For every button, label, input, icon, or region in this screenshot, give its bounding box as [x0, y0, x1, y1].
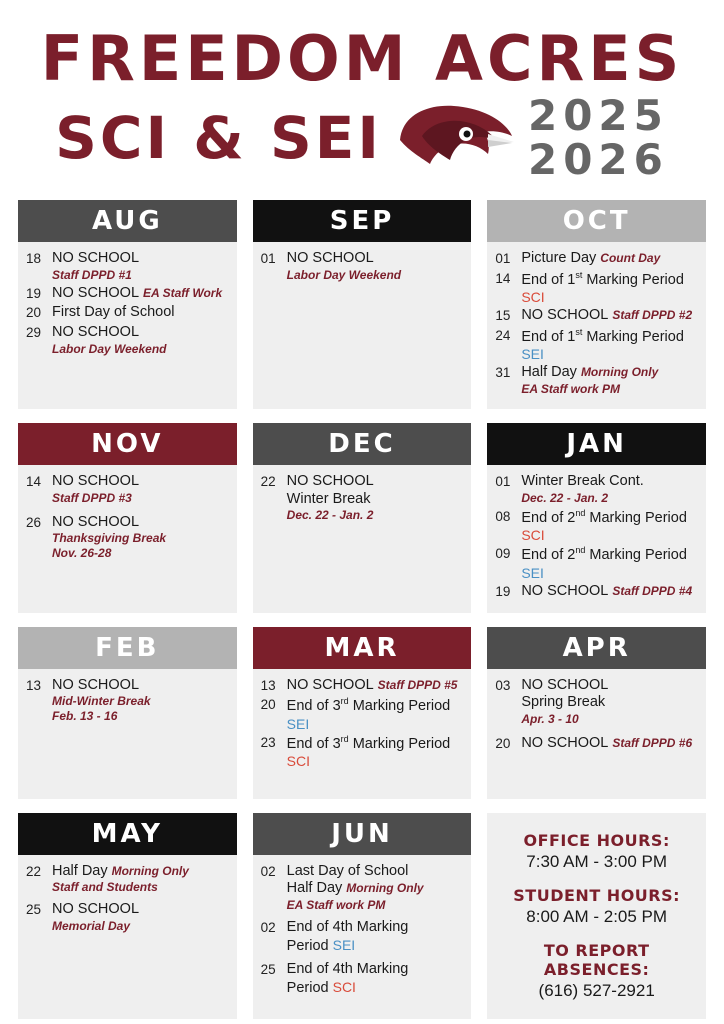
entry-day: 09 [495, 546, 511, 562]
entry-title: NO SCHOOL [52, 676, 140, 693]
entry-day: 19 [495, 583, 511, 599]
entry-note: Memorial Day [52, 918, 131, 933]
info-card [487, 813, 706, 1019]
entry-tag: SCI [521, 527, 545, 544]
list-item [495, 364, 700, 397]
entry-day: 14 [495, 270, 511, 286]
entry-note-2: EA Staff work PM [286, 897, 386, 912]
month-header-may: MAY [18, 813, 237, 855]
absences-label: TO REPORT ABSENCES: [543, 940, 650, 979]
list-item [26, 250, 231, 283]
entry-note: Staff DPPD #2 [612, 308, 693, 323]
month-body-apr [487, 669, 706, 799]
list-item [26, 285, 231, 303]
list-item [26, 473, 231, 506]
list-item [495, 307, 700, 325]
entry-title: NO SCHOOL [521, 307, 609, 324]
entry-tag: SEI [286, 715, 310, 732]
entry-note: Labor Day Weekend [286, 267, 402, 282]
entry-day: 25 [260, 962, 276, 978]
month-card-feb [18, 627, 237, 799]
list-item [261, 677, 466, 695]
entry-title: End of 4th Marking [286, 918, 409, 935]
entry-note: Morning Only [346, 881, 424, 896]
page-subtitle: SCI & SEI [55, 104, 382, 173]
month-header-feb: FEB [18, 627, 237, 669]
entry-day: 22 [260, 474, 276, 490]
month-card-jun [253, 813, 472, 1019]
student-hours-label: STUDENT HOURS: [513, 885, 681, 905]
entry-tag: SCI [521, 289, 545, 306]
month-header-dec: DEC [253, 423, 472, 465]
entry-note: Morning Only [111, 863, 189, 878]
list-item: 09 End of 2nd Marking Period SEI [495, 545, 700, 581]
month-grid [18, 200, 706, 1019]
month-body-sep [253, 242, 472, 409]
entry-note: Mid-Winter Break [52, 694, 151, 709]
month-card-oct [487, 200, 706, 409]
entry-day: 26 [26, 514, 42, 530]
entry-title-2: Winter Break [286, 490, 371, 507]
entry-title: NO SCHOOL [286, 473, 374, 490]
office-hours-label: OFFICE HOURS: [523, 830, 670, 850]
entry-tag: SCI [286, 753, 310, 770]
month-card-jan [487, 423, 706, 612]
month-body-jan [487, 465, 706, 612]
list-item [26, 324, 231, 357]
page-header [18, 22, 706, 188]
month-header-mar: MAR [253, 627, 472, 669]
subtitle-row [18, 91, 706, 185]
page-title: FREEDOM ACRES [40, 22, 684, 95]
absences-phone[interactable]: (616) 527-2921 [538, 980, 655, 1000]
month-card-apr [487, 627, 706, 799]
entry-tag: SCI [332, 978, 356, 995]
entry-tag: SEI [521, 564, 544, 581]
entry-day: 18 [26, 251, 42, 266]
entry-note: Morning Only [580, 365, 659, 380]
entry-day: 02 [260, 919, 276, 935]
entry-day: 25 [26, 902, 42, 918]
entry-note: Apr. 3 - 10 [521, 711, 579, 726]
list-item [26, 514, 231, 562]
list-item [495, 473, 700, 506]
month-card-sep [253, 200, 472, 409]
entry-note: Dec. 22 - Jan. 2 [521, 490, 609, 505]
month-header-jun: JUN [253, 813, 472, 855]
entry-day: 24 [495, 327, 511, 343]
entry-title-2: Spring Break [521, 694, 606, 711]
entry-day: 20 [260, 697, 276, 713]
entry-title: End of 4th Marking [286, 961, 409, 978]
entry-day: 22 [26, 863, 42, 879]
month-header-jan: JAN [487, 423, 706, 465]
list-item [495, 583, 700, 601]
entry-title: NO SCHOOL [52, 473, 140, 490]
entry-title: Picture Day [521, 250, 597, 266]
entry-day: 08 [495, 508, 511, 524]
entry-day: 14 [26, 474, 42, 490]
entry-title: NO SCHOOL [521, 734, 609, 751]
month-card-aug [18, 200, 237, 409]
entry-title-2: Period [286, 937, 329, 954]
entry-day: 02 [260, 863, 276, 879]
entry-title: Half Day [52, 862, 108, 879]
month-header-oct: OCT [487, 200, 706, 242]
entry-note-range: Feb. 13 - 16 [52, 709, 118, 724]
entry-note-range: Nov. 26-28 [52, 546, 112, 561]
entry-note: Staff DPPD #6 [612, 735, 693, 750]
entry-title-2: Period [286, 979, 329, 996]
student-hours-value: 8:00 AM - 2:05 PM [526, 906, 668, 926]
entry-day: 29 [26, 325, 42, 341]
list-item [495, 677, 700, 727]
list-item [26, 677, 231, 725]
entry-note: EA Staff Work [143, 285, 223, 300]
office-hours-value: 7:30 AM - 3:00 PM [526, 851, 668, 871]
entry-title: NO SCHOOL [52, 901, 140, 918]
list-item: 24 End of 1st Marking Period SEI [495, 327, 700, 363]
list-item [495, 250, 700, 268]
month-body-jun [253, 855, 472, 1019]
entry-note: Count Day [600, 251, 661, 265]
entry-day: 19 [26, 285, 42, 301]
list-item [261, 250, 466, 283]
entry-day: 13 [26, 677, 42, 693]
list-item [261, 961, 466, 997]
month-card-dec [253, 423, 472, 612]
entry-title: NO SCHOOL [52, 250, 140, 266]
entry-title: NO SCHOOL [286, 676, 374, 693]
entry-day: 23 [260, 734, 276, 750]
list-item [261, 473, 466, 523]
entry-note: Dec. 22 - Jan. 2 [286, 508, 374, 523]
entry-note: Thanksgiving Break [52, 531, 167, 546]
month-body-feb [18, 669, 237, 799]
entry-day: 01 [260, 251, 276, 266]
entry-title: NO SCHOOL [521, 582, 609, 599]
year-end: 2026 [527, 135, 669, 185]
entry-tag: SEI [332, 936, 356, 953]
list-item [26, 304, 231, 322]
entry-title: NO SCHOOL [52, 324, 140, 341]
list-item [261, 919, 466, 955]
list-item: 23 End of 3rd Marking Period SCI [261, 734, 466, 770]
list-item [26, 863, 231, 896]
entry-day: 20 [26, 305, 42, 321]
entry-title: Last Day of School [286, 862, 409, 879]
month-header-nov: NOV [18, 423, 237, 465]
month-card-nov [18, 423, 237, 612]
entry-day: 03 [495, 677, 511, 693]
list-item [26, 901, 231, 934]
month-header-sep: SEP [253, 200, 472, 242]
entry-note: EA Staff work PM [521, 382, 621, 397]
entry-note: Staff DPPD #3 [52, 490, 132, 505]
month-body-aug [18, 242, 237, 409]
month-body-mar [253, 669, 472, 799]
school-year [527, 91, 669, 185]
entry-tag: SEI [521, 346, 544, 363]
month-body-nov [18, 465, 237, 612]
entry-title-2: Half Day [286, 880, 343, 897]
entry-note: Staff DPPD #5 [377, 677, 458, 692]
month-header-aug: AUG [18, 200, 237, 242]
entry-day: 13 [260, 677, 276, 693]
month-card-mar [253, 627, 472, 799]
entry-day: 15 [495, 308, 511, 324]
entry-note: Labor Day Weekend [52, 341, 167, 356]
month-card-may [18, 813, 237, 1019]
entry-title: NO SCHOOL [286, 250, 374, 266]
entry-title: First Day of School [52, 304, 175, 321]
entry-title: Winter Break Cont. [521, 473, 644, 490]
list-item: 14 End of 1st Marking Period SCI [495, 270, 700, 306]
entry-day: 01 [495, 474, 511, 490]
month-body-oct [487, 242, 706, 409]
entry-title: NO SCHOOL [52, 513, 140, 530]
month-body-dec [253, 465, 472, 612]
info-panel [487, 813, 706, 1019]
entry-day: 31 [495, 365, 511, 381]
year-start: 2025 [527, 91, 669, 140]
entry-note: Staff DPPD #1 [52, 267, 132, 282]
list-item: 08 End of 2nd Marking Period SCI [495, 508, 700, 544]
entry-day: 01 [495, 251, 511, 266]
entry-title: Half Day [521, 364, 577, 381]
list-item: 20 End of 3rd Marking Period SEI [261, 696, 466, 732]
entry-note: Staff DPPD #4 [612, 583, 693, 598]
entry-day: 20 [495, 735, 511, 751]
entry-title: NO SCHOOL [52, 284, 140, 301]
list-item [261, 863, 466, 913]
month-body-may [18, 855, 237, 1019]
entry-title: NO SCHOOL [521, 676, 609, 693]
month-header-apr: APR [487, 627, 706, 669]
entry-note-2: Staff and Students [52, 880, 158, 895]
hawk-mascot-icon [392, 100, 518, 176]
list-item [495, 735, 700, 753]
